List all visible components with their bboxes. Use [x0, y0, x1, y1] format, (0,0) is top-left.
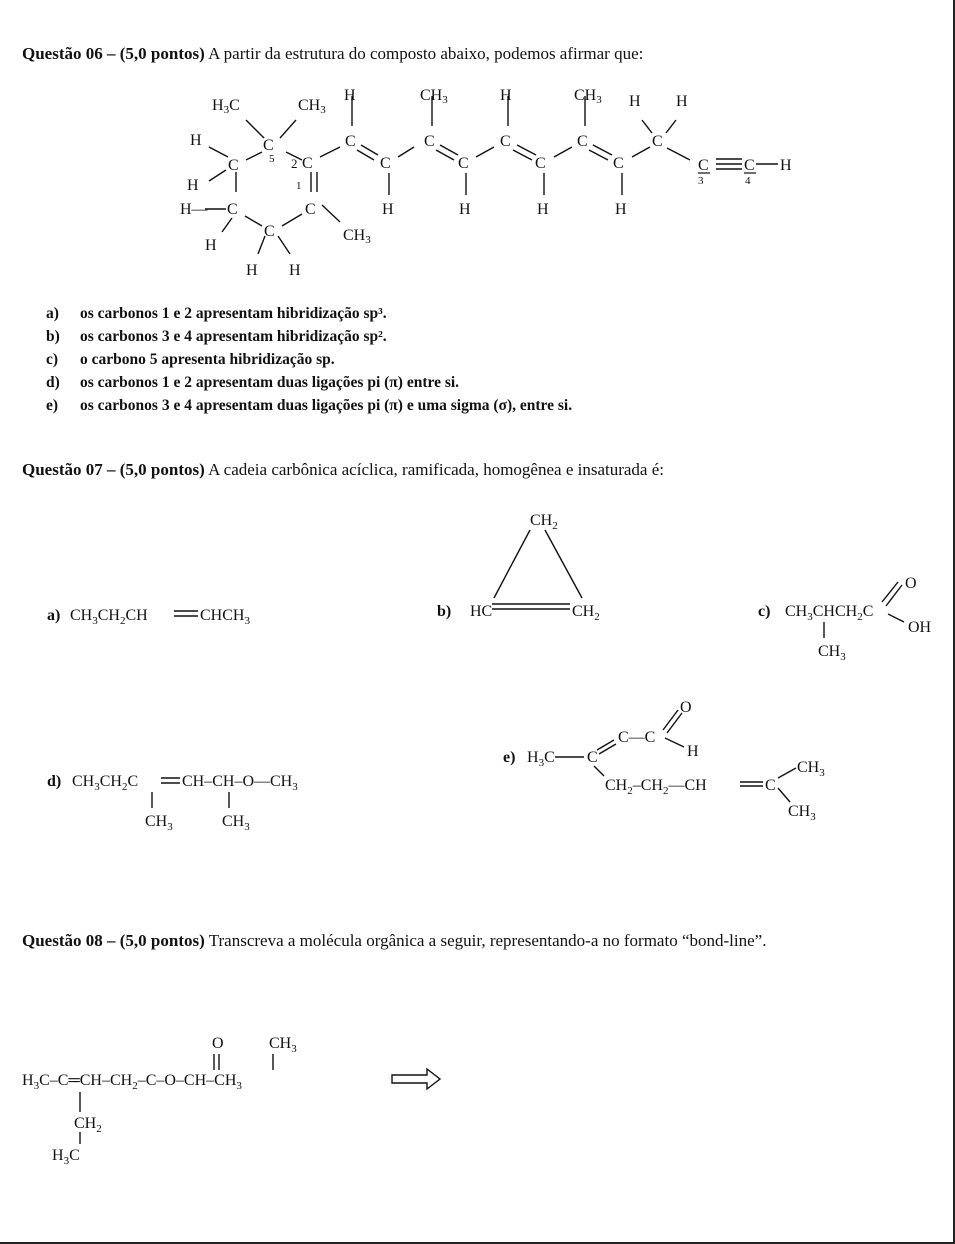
- svg-text:CH3: $CH_3$: [145, 813, 173, 833]
- svg-text:CH3: CH3: [343, 227, 371, 246]
- svg-text:H: H: [382, 201, 394, 218]
- svg-text:1: 1: [296, 180, 302, 192]
- q6-text: A partir da estrutura do composto abaixo, podemos afirmar que:: [204, 44, 644, 63]
- svg-text:C: C: [305, 201, 316, 218]
- svg-text:C: C: [744, 157, 755, 174]
- svg-text:C: C: [587, 749, 598, 766]
- svg-text:3: 3: [698, 175, 704, 187]
- option-text: os carbonos 3 e 4 apresentam duas ligações pi (π) e uma sigma (σ), entre si.: [80, 397, 573, 414]
- q6-options: [46, 302, 572, 417]
- q6-head: Questão 06 – (5,0 pontos): [22, 44, 205, 63]
- svg-text:H3C: $H_3C$: [52, 1147, 80, 1167]
- option-text: os carbonos 3 e 4 apresentam hibridização sp².: [80, 328, 387, 345]
- q7-structures: [0, 490, 955, 840]
- q6-option-d[interactable]: [46, 371, 572, 394]
- svg-text:H: H: [289, 262, 301, 279]
- option-letter: c): [46, 351, 59, 368]
- svg-text:C: C: [264, 223, 275, 240]
- svg-text:CH3CHCH2C: $CH_3CHCH_2C$: [785, 603, 874, 623]
- svg-text:OH: OH: [908, 619, 932, 636]
- svg-text:C: C: [613, 155, 624, 172]
- svg-text:H: H: [187, 177, 199, 194]
- svg-text:C: C: [535, 155, 546, 172]
- svg-text:H: H: [500, 87, 512, 104]
- q7-text: A cadeia carbônica acíclica, ramificada, homogênea e insaturada é:: [204, 460, 664, 479]
- svg-text:5: 5: [269, 153, 275, 165]
- svg-text:H3C: H3C: [212, 97, 240, 116]
- option-text: o carbono 5 apresenta hibridização sp.: [80, 351, 335, 368]
- option-letter: e): [46, 397, 59, 414]
- q6-option-e[interactable]: [46, 394, 572, 417]
- svg-text:C: C: [227, 201, 238, 218]
- q8-head: Questão 08 – (5,0 pontos): [22, 931, 205, 950]
- svg-text:H: H: [676, 93, 688, 110]
- svg-text:H: H: [205, 237, 217, 254]
- svg-text:C: C: [577, 133, 588, 150]
- svg-text:H: H: [537, 201, 549, 218]
- svg-text:C: C: [500, 133, 511, 150]
- q8-structure: [0, 1020, 955, 1170]
- svg-text:O: O: [680, 699, 692, 716]
- svg-text:CH2: $CH_2$: [572, 603, 600, 623]
- svg-text:CH3: CH3: [574, 87, 602, 106]
- svg-text:C: C: [263, 137, 274, 154]
- svg-text:C: C: [424, 133, 435, 150]
- svg-text:C: C: [698, 157, 709, 174]
- svg-text:C: C: [228, 157, 239, 174]
- svg-text:CHCH3: $CHCH_3$: [200, 607, 250, 627]
- option-text: os carbonos 1 e 2 apresentam hibridização sp³.: [80, 305, 387, 322]
- svg-text:4: 4: [745, 175, 751, 187]
- svg-text:H: H: [190, 132, 202, 149]
- q7-option-c-letter[interactable]: c): [758, 603, 771, 620]
- svg-text:CH–CH–O—CH3: $CH-CH-O—CH_3$: [182, 773, 298, 793]
- svg-text:CH3: $CH_3$: [818, 643, 846, 663]
- q7-option-a-letter[interactable]: a): [47, 607, 61, 624]
- svg-text:O: O: [905, 575, 917, 592]
- svg-text:H: H: [780, 157, 792, 174]
- q6-option-a[interactable]: [46, 302, 572, 325]
- svg-text:CH3: $CH_3$: [797, 759, 825, 779]
- svg-text:CH3: $CH_3$: [222, 813, 250, 833]
- svg-text:2: 2: [291, 156, 298, 171]
- svg-text:H—: H—: [180, 201, 208, 218]
- svg-text:H: H: [615, 201, 627, 218]
- option-letter: b): [46, 328, 60, 345]
- svg-text:HC: HC: [470, 603, 493, 620]
- svg-text:CH3: CH3: [420, 87, 448, 106]
- svg-text:C: C: [302, 155, 313, 172]
- svg-text:CH3CH2C: $CH_3CH_2C$: [72, 773, 139, 793]
- q7-option-d-letter[interactable]: d): [47, 773, 62, 790]
- q7-option-e-letter[interactable]: e): [503, 749, 516, 766]
- svg-text:C—C: C—C: [618, 729, 656, 746]
- svg-text:H: H: [687, 743, 699, 760]
- q6-option-b[interactable]: [46, 325, 572, 348]
- svg-text:CH3: $CH_3$: [269, 1035, 297, 1055]
- q7-title: [22, 460, 664, 480]
- svg-text:C: C: [458, 155, 469, 172]
- q6-structure: [0, 0, 955, 300]
- svg-text:CH3CH2CH: $CH_3CH_2CH$: [70, 607, 148, 627]
- svg-text:H: H: [459, 201, 471, 218]
- svg-text:C: C: [345, 133, 356, 150]
- option-letter: d): [46, 374, 60, 391]
- svg-text:CH2: $CH_2$: [530, 512, 558, 532]
- svg-text:C: C: [380, 155, 391, 172]
- q6-option-c[interactable]: [46, 348, 572, 371]
- option-text: os carbonos 1 e 2 apresentam duas ligações pi (π) entre si.: [80, 374, 460, 391]
- svg-text:O: O: [212, 1035, 224, 1052]
- q8-text: Transcreva a molécula orgânica a seguir, representando-a no formato “bond-line”.: [204, 931, 767, 950]
- q7-head: Questão 07 – (5,0 pontos): [22, 460, 205, 479]
- q7-option-b-letter[interactable]: b): [437, 603, 452, 620]
- svg-text:C: C: [765, 777, 776, 794]
- svg-text:C: C: [652, 133, 663, 150]
- svg-text:H: H: [629, 93, 641, 110]
- svg-text:H: H: [246, 262, 258, 279]
- option-letter: a): [46, 305, 59, 322]
- q8-title: [22, 931, 766, 951]
- svg-text:CH2–CH2—CH: $CH_2-CH_2—CH$: [605, 777, 707, 797]
- svg-text:CH3: $CH_3$: [788, 803, 816, 823]
- svg-text:H: H: [344, 87, 356, 104]
- svg-text:H3C–C═CH–CH2–C–O–CH–CH3: $H_3C-C═CH-CH_2-C-O-CH-CH_3$: [22, 1072, 242, 1092]
- svg-text:CH2: $CH_2$: [74, 1115, 102, 1135]
- svg-text:CH3: CH3: [298, 97, 326, 116]
- svg-text:H3C: $H_3C$: [527, 749, 555, 769]
